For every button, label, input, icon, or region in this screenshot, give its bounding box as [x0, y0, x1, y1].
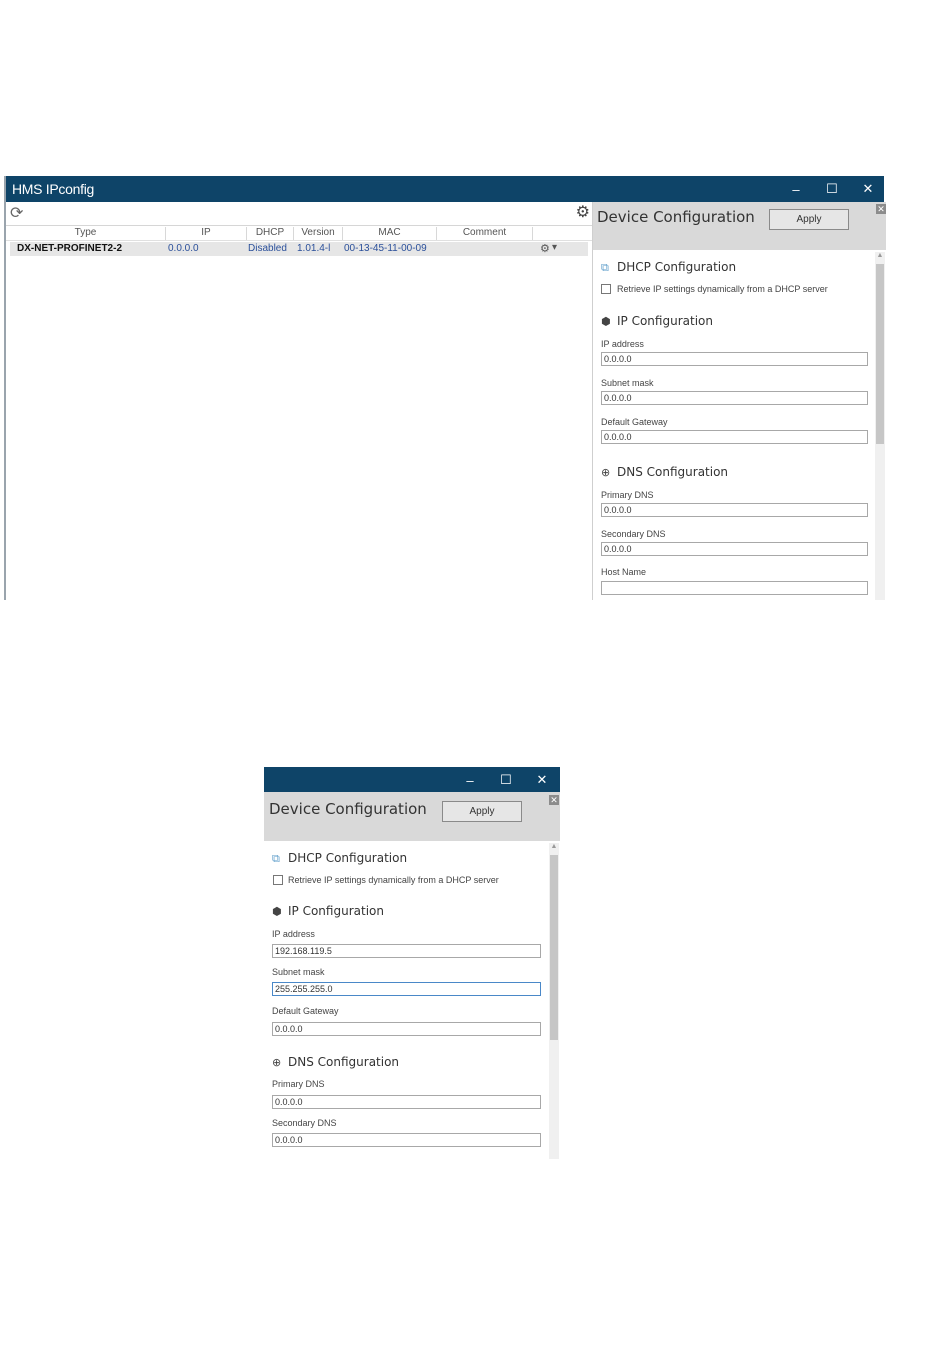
- dhcp-title-text: DHCP Configuration: [288, 851, 408, 865]
- subnet-mask-field[interactable]: 255.255.255.0: [272, 982, 541, 996]
- primary-dns-field[interactable]: 0.0.0.0: [601, 503, 868, 517]
- ip-title-text: IP Configuration: [288, 904, 384, 918]
- config-header: [593, 202, 886, 250]
- network-icon: ⧉: [601, 261, 609, 274]
- list-header: [6, 226, 592, 241]
- column-header-version[interactable]: Version: [294, 227, 343, 240]
- close-button[interactable]: ✕: [536, 772, 548, 787]
- refresh-icon[interactable]: ⟳: [10, 205, 24, 222]
- ip-address-field[interactable]: 0.0.0.0: [601, 352, 868, 366]
- secondary-dns-field[interactable]: 0.0.0.0: [601, 542, 868, 556]
- ip-title-text: IP Configuration: [617, 314, 713, 328]
- scroll-up-icon[interactable]: ▲: [876, 252, 884, 259]
- config-scrollbar[interactable]: [549, 843, 559, 1159]
- globe-icon: ⊕: [272, 1056, 282, 1069]
- scroll-up-icon[interactable]: ▲: [550, 843, 558, 850]
- dhcp-checkbox[interactable]: [273, 875, 283, 885]
- secondary-dns-field[interactable]: 0.0.0.0: [272, 1133, 541, 1147]
- primary-dns-label: Primary DNS: [272, 1079, 325, 1089]
- table-row[interactable]: [10, 242, 588, 256]
- dhcp-title-text: DHCP Configuration: [617, 260, 737, 274]
- subnet-mask-label: Subnet mask: [272, 967, 325, 977]
- gear-icon[interactable]: ⚙: [575, 204, 590, 221]
- list-toolbar: [6, 202, 592, 226]
- row-settings-icon[interactable]: ⚙: [540, 243, 550, 255]
- close-button[interactable]: ✕: [862, 181, 874, 196]
- column-header-mac[interactable]: MAC: [343, 227, 437, 240]
- minimize-button[interactable]: –: [466, 772, 474, 788]
- dns-section-title: [272, 1055, 399, 1069]
- config-title: Device Configuration: [597, 208, 755, 226]
- title-bar[interactable]: [6, 176, 884, 202]
- subnet-mask-field[interactable]: 0.0.0.0: [601, 391, 868, 405]
- row-mac: 00-13-45-11-00-09: [344, 243, 427, 254]
- dns-title-text: DNS Configuration: [288, 1055, 400, 1069]
- window-title: HMS IPconfig: [12, 181, 94, 197]
- globe-icon: ⊕: [601, 466, 611, 479]
- row-version: 1.01.4-l: [297, 243, 331, 254]
- default-gateway-label: Default Gateway: [272, 1006, 339, 1016]
- title-bar[interactable]: [264, 767, 560, 792]
- column-header-ip[interactable]: IP: [166, 227, 247, 240]
- apply-button[interactable]: Apply: [442, 801, 522, 822]
- primary-dns-label: Primary DNS: [601, 490, 654, 500]
- host-name-label: Host Name: [601, 567, 647, 577]
- row-type: DX-NET-PROFINET2-2: [17, 243, 123, 254]
- subnet-mask-label: Subnet mask: [601, 378, 654, 388]
- dhcp-checkbox-label: Retrieve IP settings dynamically from a DHCP server: [617, 284, 828, 294]
- config-header: [264, 792, 560, 841]
- secondary-dns-label: Secondary DNS: [601, 529, 666, 539]
- dns-section-title: [601, 465, 728, 479]
- row-ip: 0.0.0.0: [168, 243, 199, 254]
- row-pin-icon[interactable]: ▾: [552, 242, 558, 253]
- maximize-button[interactable]: ☐: [500, 772, 512, 787]
- scrollbar-thumb[interactable]: [550, 855, 558, 1040]
- ip-address-field[interactable]: 192.168.119.5: [272, 944, 541, 958]
- column-header-comment[interactable]: Comment: [437, 227, 533, 240]
- dns-title-text: DNS Configuration: [617, 465, 729, 479]
- location-pin-icon: ⬢: [601, 315, 611, 328]
- config-title: Device Configuration: [269, 800, 427, 818]
- secondary-dns-label: Secondary DNS: [272, 1118, 337, 1128]
- dhcp-section-title: [601, 260, 736, 275]
- ip-address-label: IP address: [601, 339, 644, 349]
- apply-button[interactable]: Apply: [769, 209, 849, 230]
- dhcp-checkbox-label: Retrieve IP settings dynamically from a DHCP server: [288, 875, 499, 885]
- default-gateway-field[interactable]: 0.0.0.0: [272, 1022, 541, 1036]
- scrollbar-thumb[interactable]: [876, 264, 884, 444]
- device-list-pane: [6, 202, 592, 600]
- maximize-button[interactable]: ☐: [826, 181, 838, 196]
- device-configuration-window: [264, 767, 560, 1159]
- ip-section-title: [272, 904, 384, 918]
- ipconfig-window: [4, 176, 884, 600]
- network-icon: ⧉: [272, 852, 280, 865]
- ip-section-title: [601, 314, 713, 328]
- column-header-dhcp[interactable]: DHCP: [247, 227, 294, 240]
- close-icon[interactable]: ✕: [877, 203, 885, 214]
- minimize-button[interactable]: –: [792, 181, 800, 197]
- device-configuration-panel: [592, 202, 886, 600]
- default-gateway-label: Default Gateway: [601, 417, 668, 427]
- close-icon[interactable]: ✕: [550, 794, 558, 805]
- dhcp-checkbox[interactable]: [601, 284, 611, 294]
- dhcp-section-title: [272, 851, 407, 866]
- host-name-field[interactable]: [601, 581, 868, 595]
- ip-address-label: IP address: [272, 929, 315, 939]
- column-header-type[interactable]: Type: [6, 227, 166, 240]
- primary-dns-field[interactable]: 0.0.0.0: [272, 1095, 541, 1109]
- location-pin-icon: ⬢: [272, 905, 282, 918]
- row-dhcp: Disabled: [248, 243, 287, 254]
- default-gateway-field[interactable]: 0.0.0.0: [601, 430, 868, 444]
- config-scrollbar[interactable]: [875, 252, 885, 600]
